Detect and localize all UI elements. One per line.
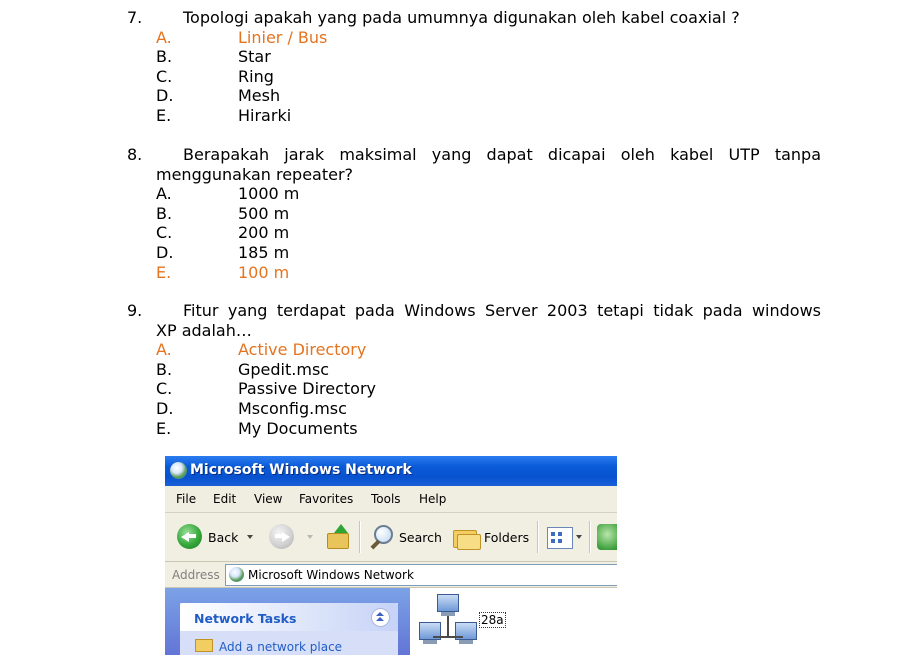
option-text: 100 m (238, 262, 290, 282)
back-dropdown-icon[interactable] (247, 535, 253, 539)
search-button-label[interactable]: Search (399, 530, 442, 545)
address-value[interactable]: Microsoft Windows Network (248, 568, 414, 582)
option-letter: D. (156, 398, 174, 418)
views-icon[interactable] (547, 527, 573, 549)
option-text: 200 m (238, 223, 290, 243)
answer-option-correct (127, 28, 821, 48)
question-number: 9. (127, 301, 143, 320)
option-text: Linier / Bus (238, 27, 328, 47)
answer-option (127, 204, 821, 224)
task-add-network-place[interactable] (195, 639, 342, 654)
answer-option (127, 243, 821, 263)
option-letter: C. (156, 223, 173, 243)
task-pane (165, 588, 410, 655)
question-text: Fitur yang terdapat pada Windows Server 2003 tetapi tidak pada windows (183, 301, 821, 320)
search-magnifier-icon[interactable] (368, 524, 394, 550)
back-arrow-icon[interactable] (177, 524, 202, 549)
network-item-label[interactable]: 28a (481, 613, 504, 627)
option-letter: C. (156, 379, 173, 399)
option-text: Active Directory (238, 340, 367, 360)
menu-edit[interactable]: Edit (213, 492, 237, 506)
question-1 (127, 145, 821, 282)
answer-option (127, 106, 821, 126)
title-bar[interactable] (165, 456, 617, 486)
question-0 (127, 8, 821, 126)
network-computers-icon (415, 594, 479, 655)
option-text: Star (238, 47, 271, 67)
add-network-place-icon (195, 639, 213, 652)
answer-option (127, 379, 821, 399)
explorer-window[interactable] (165, 456, 617, 655)
network-tasks-box (180, 603, 398, 655)
question-stem (127, 8, 821, 28)
toolbar-separator (537, 521, 539, 553)
toolbar-separator (589, 521, 591, 553)
option-text: Passive Directory (238, 379, 376, 399)
toolbar (165, 513, 617, 562)
sync-icon[interactable] (597, 524, 617, 550)
network-globe-icon (229, 567, 244, 582)
question-2 (127, 301, 821, 438)
toolbar-separator (359, 521, 361, 553)
forward-dropdown-icon[interactable] (307, 535, 313, 539)
option-letter: E. (156, 418, 172, 438)
question-number: 7. (127, 8, 143, 27)
answer-option (127, 419, 821, 439)
option-letter: A. (156, 184, 172, 204)
option-text: Mesh (238, 86, 281, 106)
option-letter: B. (156, 47, 173, 67)
collapse-chevron-icon[interactable] (371, 608, 390, 627)
answer-option (127, 184, 821, 204)
question-text: Topologi apakah yang pada umumnya digunakan oleh kabel coaxial ? (183, 8, 740, 27)
question-stem (127, 145, 821, 165)
option-letter: B. (156, 203, 173, 223)
menu-view[interactable]: View (254, 492, 283, 506)
question-text-continuation: menggunakan repeater? (156, 164, 354, 184)
option-text: 500 m (238, 203, 290, 223)
option-letter: D. (156, 242, 174, 262)
address-label: Address (172, 568, 220, 582)
address-field[interactable] (225, 564, 617, 586)
option-letter: A. (156, 340, 172, 360)
folders-icon[interactable] (453, 526, 479, 548)
option-text: Ring (238, 66, 274, 86)
folders-button-label[interactable]: Folders (484, 530, 530, 545)
option-text: Hirarki (238, 105, 292, 125)
menu-favorites[interactable]: Favorites (299, 492, 354, 506)
menu-file[interactable]: File (176, 492, 197, 506)
menu-bar (165, 486, 617, 513)
option-text: 185 m (238, 242, 290, 262)
views-dropdown-icon[interactable] (576, 535, 582, 539)
network-tasks-header[interactable] (180, 603, 398, 631)
menu-tools[interactable]: Tools (371, 492, 401, 506)
option-letter: B. (156, 359, 173, 379)
task-label: Add a network place (219, 640, 343, 654)
network-tasks-heading: Network Tasks (194, 611, 297, 626)
option-text: 1000 m (238, 184, 300, 204)
option-letter: D. (156, 86, 174, 106)
question-text: Berapakah jarak maksimal yang dapat dicapai oleh kabel UTP tanpa (183, 145, 821, 164)
question-text-continuation: XP adalah… (156, 320, 252, 340)
answer-option (127, 47, 821, 67)
content-area (165, 588, 617, 655)
answer-option (127, 86, 821, 106)
option-text: Gpedit.msc (238, 359, 330, 379)
forward-arrow-icon[interactable] (269, 524, 294, 549)
window-title: Microsoft Windows Network (190, 462, 412, 478)
option-letter: C. (156, 66, 173, 86)
address-bar (165, 562, 617, 588)
menu-help[interactable]: Help (419, 492, 447, 506)
question-stem (127, 301, 821, 321)
network-item[interactable] (415, 594, 525, 655)
option-text: My Documents (238, 418, 358, 438)
up-folder-icon[interactable] (325, 524, 349, 548)
answer-option-correct (127, 263, 821, 283)
option-letter: E. (156, 105, 172, 125)
option-letter: E. (156, 262, 172, 282)
option-text: Msconfig.msc (238, 398, 347, 418)
answer-option (127, 360, 821, 380)
answer-option (127, 399, 821, 419)
answer-option (127, 223, 821, 243)
answer-option-correct (127, 340, 821, 360)
network-globe-icon (170, 462, 187, 479)
answer-option (127, 67, 821, 87)
option-letter: A. (156, 27, 172, 47)
back-button-label[interactable]: Back (208, 530, 239, 545)
question-number: 8. (127, 145, 143, 164)
